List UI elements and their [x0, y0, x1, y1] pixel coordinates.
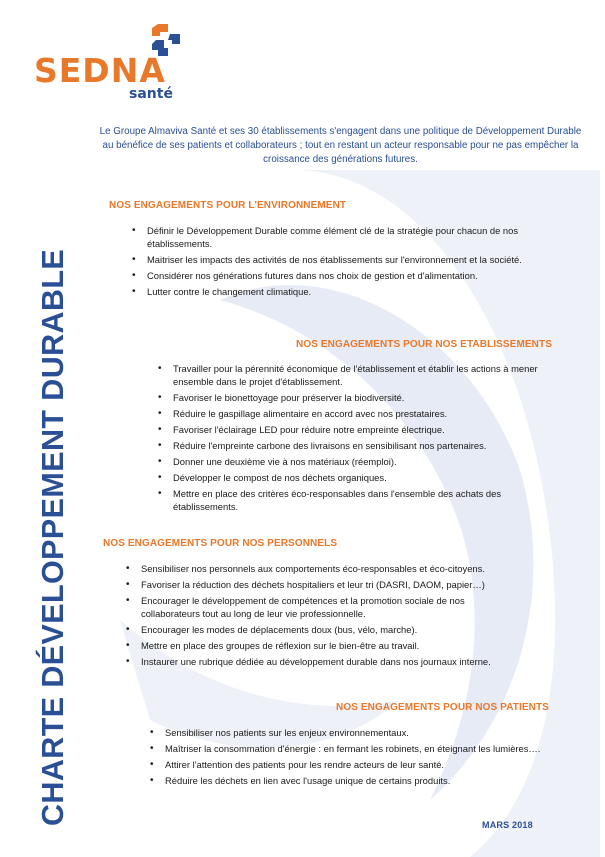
list-item: • Maitriser les impacts des activités de nos établissements sur l'environnement et la société.: [132, 253, 532, 266]
list-item: • Donner une deuxième vie à nos matériaux (réemploi).: [158, 455, 558, 468]
list-item: • Lutter contre le changement climatique.: [132, 285, 532, 298]
list-personnels: [126, 562, 526, 671]
list-item: • Réduire l'empreinte carbone des livraisons en sensibilisant nos partenaires.: [158, 439, 558, 452]
list-item: • Réduire le gaspillage alimentaire en accord avec nos prestataires.: [158, 407, 558, 420]
list-item: • Travailler pour la pérennité économique de l'établissement et établir les actions à mener ensemble dans le projet d'établissement.: [158, 362, 558, 388]
list-item: • Instaurer une rubrique dédiée au développement durable dans nos journaux interne.: [126, 655, 526, 668]
list-patients: [150, 726, 550, 790]
list-environnement: [132, 224, 532, 301]
section-title-etablissements: NOS ENGAGEMENTS POUR NOS ETABLISSEMENTS: [296, 339, 552, 350]
list-item: • Sensibiliser nos personnels aux comportements éco-responsables et éco-citoyens.: [126, 562, 526, 575]
section-title-patients: NOS ENGAGEMENTS POUR NOS PATIENTS: [336, 702, 549, 713]
list-item: • Favoriser l'éclairage LED pour réduire notre empreinte électrique.: [158, 423, 558, 436]
list-item: • Développer le compost de nos déchets organiques.: [158, 471, 558, 484]
logo-brand: SEDNA: [34, 51, 166, 90]
document-date: MARS 2018: [482, 820, 533, 830]
list-item: • Réduire les déchets en lien avec l'usage unique de certains produits.: [150, 774, 550, 787]
list-item: • Encourager le développement de compétences et la promotion sociale de nos collaborateurs tout au long de leur vie professionnelle.: [126, 594, 526, 620]
list-item: • Mettre en place des groupes de réflexion sur le bien-être au travail.: [126, 639, 526, 652]
section-title-environnement: NOS ENGAGEMENTS POUR L'ENVIRONNEMENT: [109, 200, 347, 211]
section-title-personnels: NOS ENGAGEMENTS POUR NOS PERSONNELS: [103, 538, 338, 549]
list-item: • Mettre en place des critères éco-responsables dans l'ensemble des achats des établissements.: [158, 487, 558, 513]
logo-subtitle: santé: [129, 86, 173, 102]
list-item: • Définir le Développement Durable comme élément clé de la stratégie pour chacun de nos établissements.: [132, 224, 532, 250]
sedna-sante-logo: [34, 22, 184, 104]
intro-paragraph: Le Groupe Almaviva Santé et ses 30 établissements s'engagent dans une politique de Développement Durable au bénéfice de ses patients et collaborateurs ; tout en restant un acteur responsable pour ne pas empêcher la croissance des générations futures.: [99, 126, 582, 165]
list-item: • Favoriser le bionettoyage pour préserver la biodiversité.: [158, 391, 558, 404]
list-etablissements: [158, 362, 558, 516]
list-item: • Sensibiliser nos patients sur les enjeux environnementaux.: [150, 726, 550, 739]
list-item: • Maîtriser la consommation d'énergie : en fermant les robinets, en éteignant les lumières….: [150, 742, 550, 755]
list-item: • Attirer l'attention des patients pour les rendre acteurs de leur santé.: [150, 758, 550, 771]
list-item: • Encourager les modes de déplacements doux (bus, vélo, marche).: [126, 623, 526, 636]
list-item: • Favoriser la réduction des déchets hospitaliers et leur tri (DASRI, DAOM, papier…): [126, 578, 526, 591]
list-item: • Considérer nos générations futures dans nos choix de gestion et d'alimentation.: [132, 269, 532, 282]
document-title: CHARTE DÉVELOPPEMENT DURABLE: [36, 248, 70, 826]
